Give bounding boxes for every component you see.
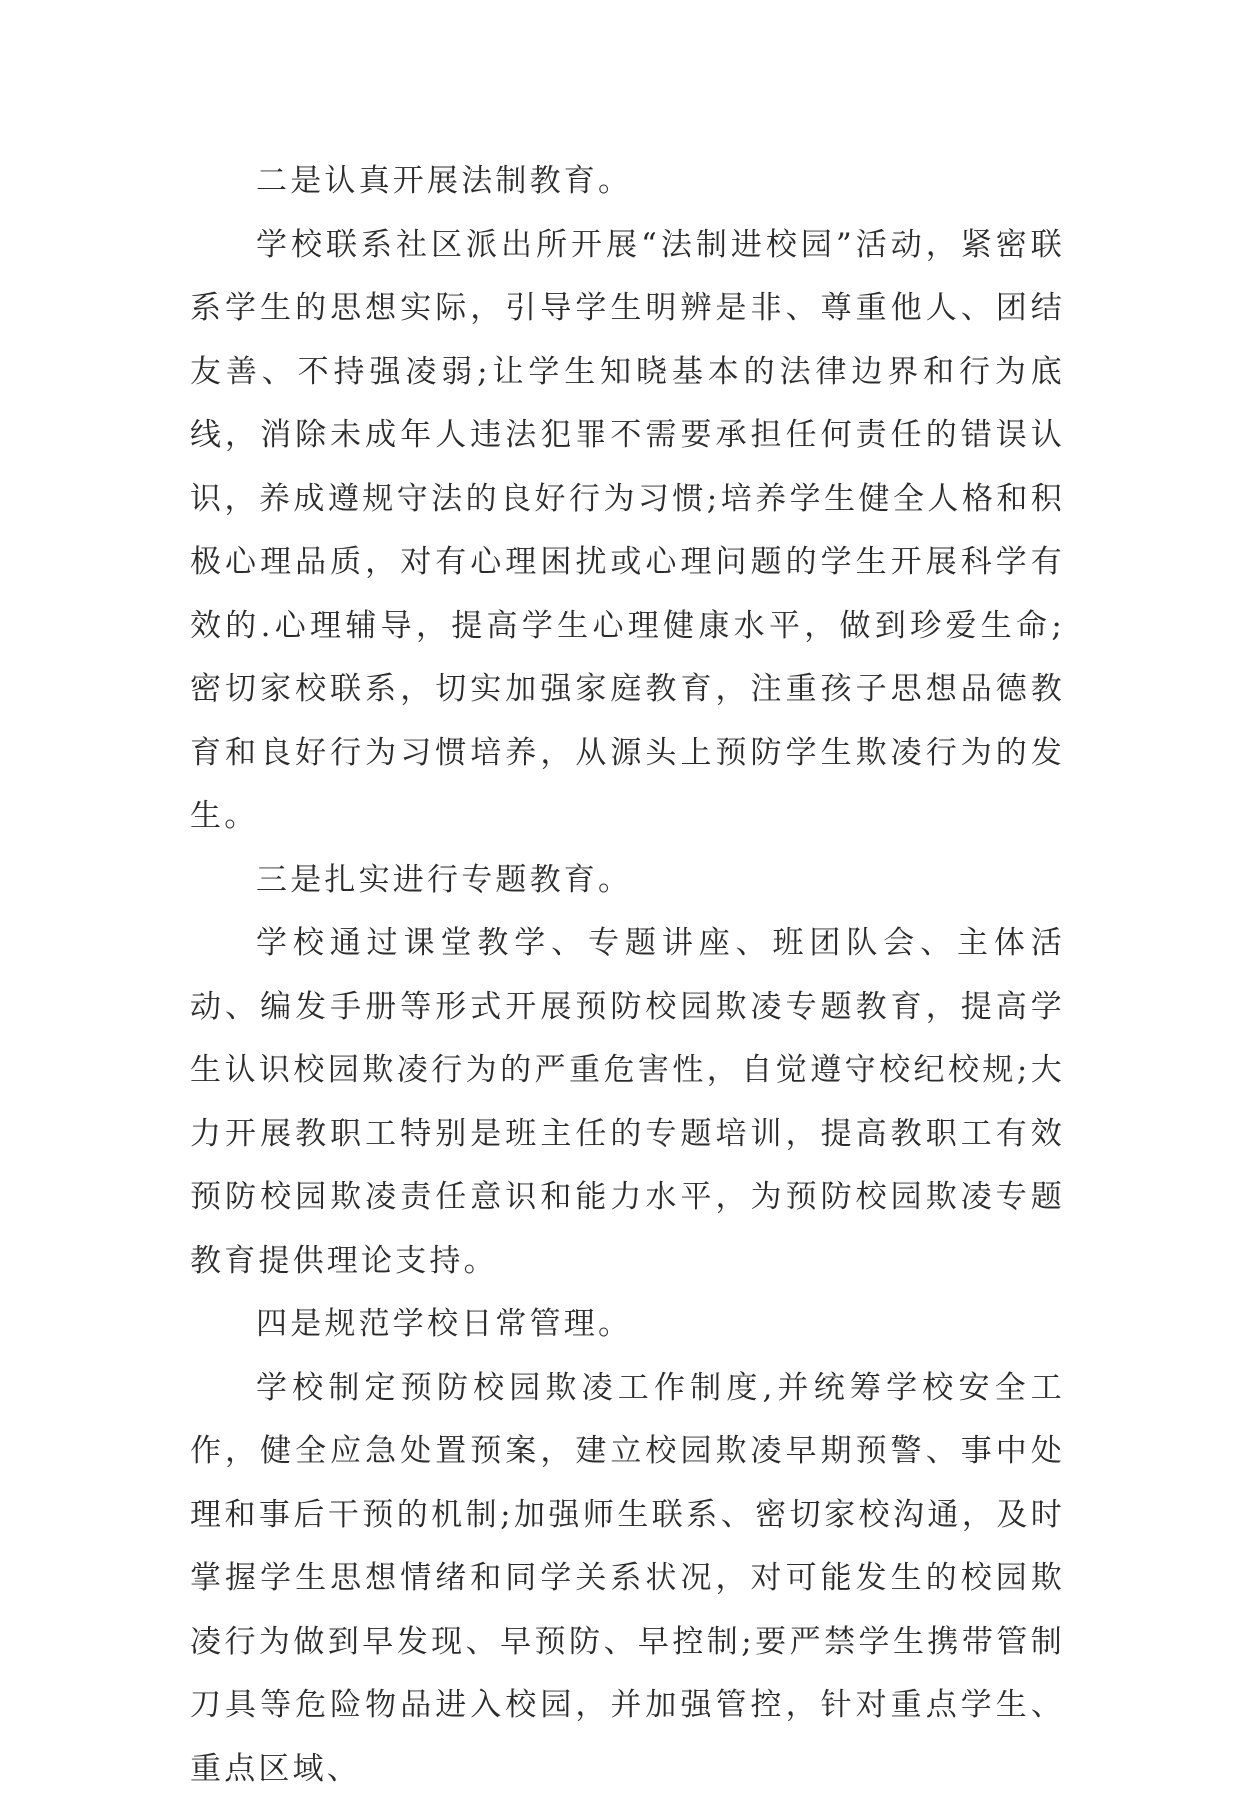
section-heading-4: 四是规范学校日常管理。: [190, 1293, 1065, 1357]
section-heading-3: 三是扎实进行专题教育。: [190, 849, 1065, 913]
paragraph-legal-education: 学校联系社区派出所开展“法制进校园”活动，紧密联系学生的思想实际，引导学生明辨是非、尊重他人、团结友善、不持强凌弱;让学生知晓基本的法律边界和行为底线，消除未成年人违法犯罪不需要承担任何责任的错误认识，养成遵规守法的良好行为习惯;培养学生健全人格和积极心理品质，对有心理困扰或心理问题的学生开展科学有效的.心理辅导，提高学生心理健康水平，做到珍爱生命;密切家校联系，切实加强家庭教育，注重孩子思想品德教育和良好行为习惯培养，从源头上预防学生欺凌行为的发生。: [190, 214, 1065, 849]
section-heading-2: 二是认真开展法制教育。: [190, 150, 1065, 214]
document-body: [190, 150, 1065, 1801]
paragraph-special-education: 学校通过课堂教学、专题讲座、班团队会、主体活动、编发手册等形式开展预防校园欺凌专题教育，提高学生认识校园欺凌行为的严重危害性，自觉遵守校纪校规;大力开展教职工特别是班主任的专题培训，提高教职工有效预防校园欺凌责任意识和能力水平，为预防校园欺凌专题教育提供理论支持。: [190, 912, 1065, 1293]
paragraph-daily-management: 学校制定预防校园欺凌工作制度,并统筹学校安全工作，健全应急处置预案，建立校园欺凌早期预警、事中处理和事后干预的机制;加强师生联系、密切家校沟通，及时掌握学生思想情绪和同学关系状况，对可能发生的校园欺凌行为做到早发现、早预防、早控制;要严禁学生携带管制刀具等危险物品进入校园，并加强管控，针对重点学生、重点区域、: [190, 1357, 1065, 1801]
